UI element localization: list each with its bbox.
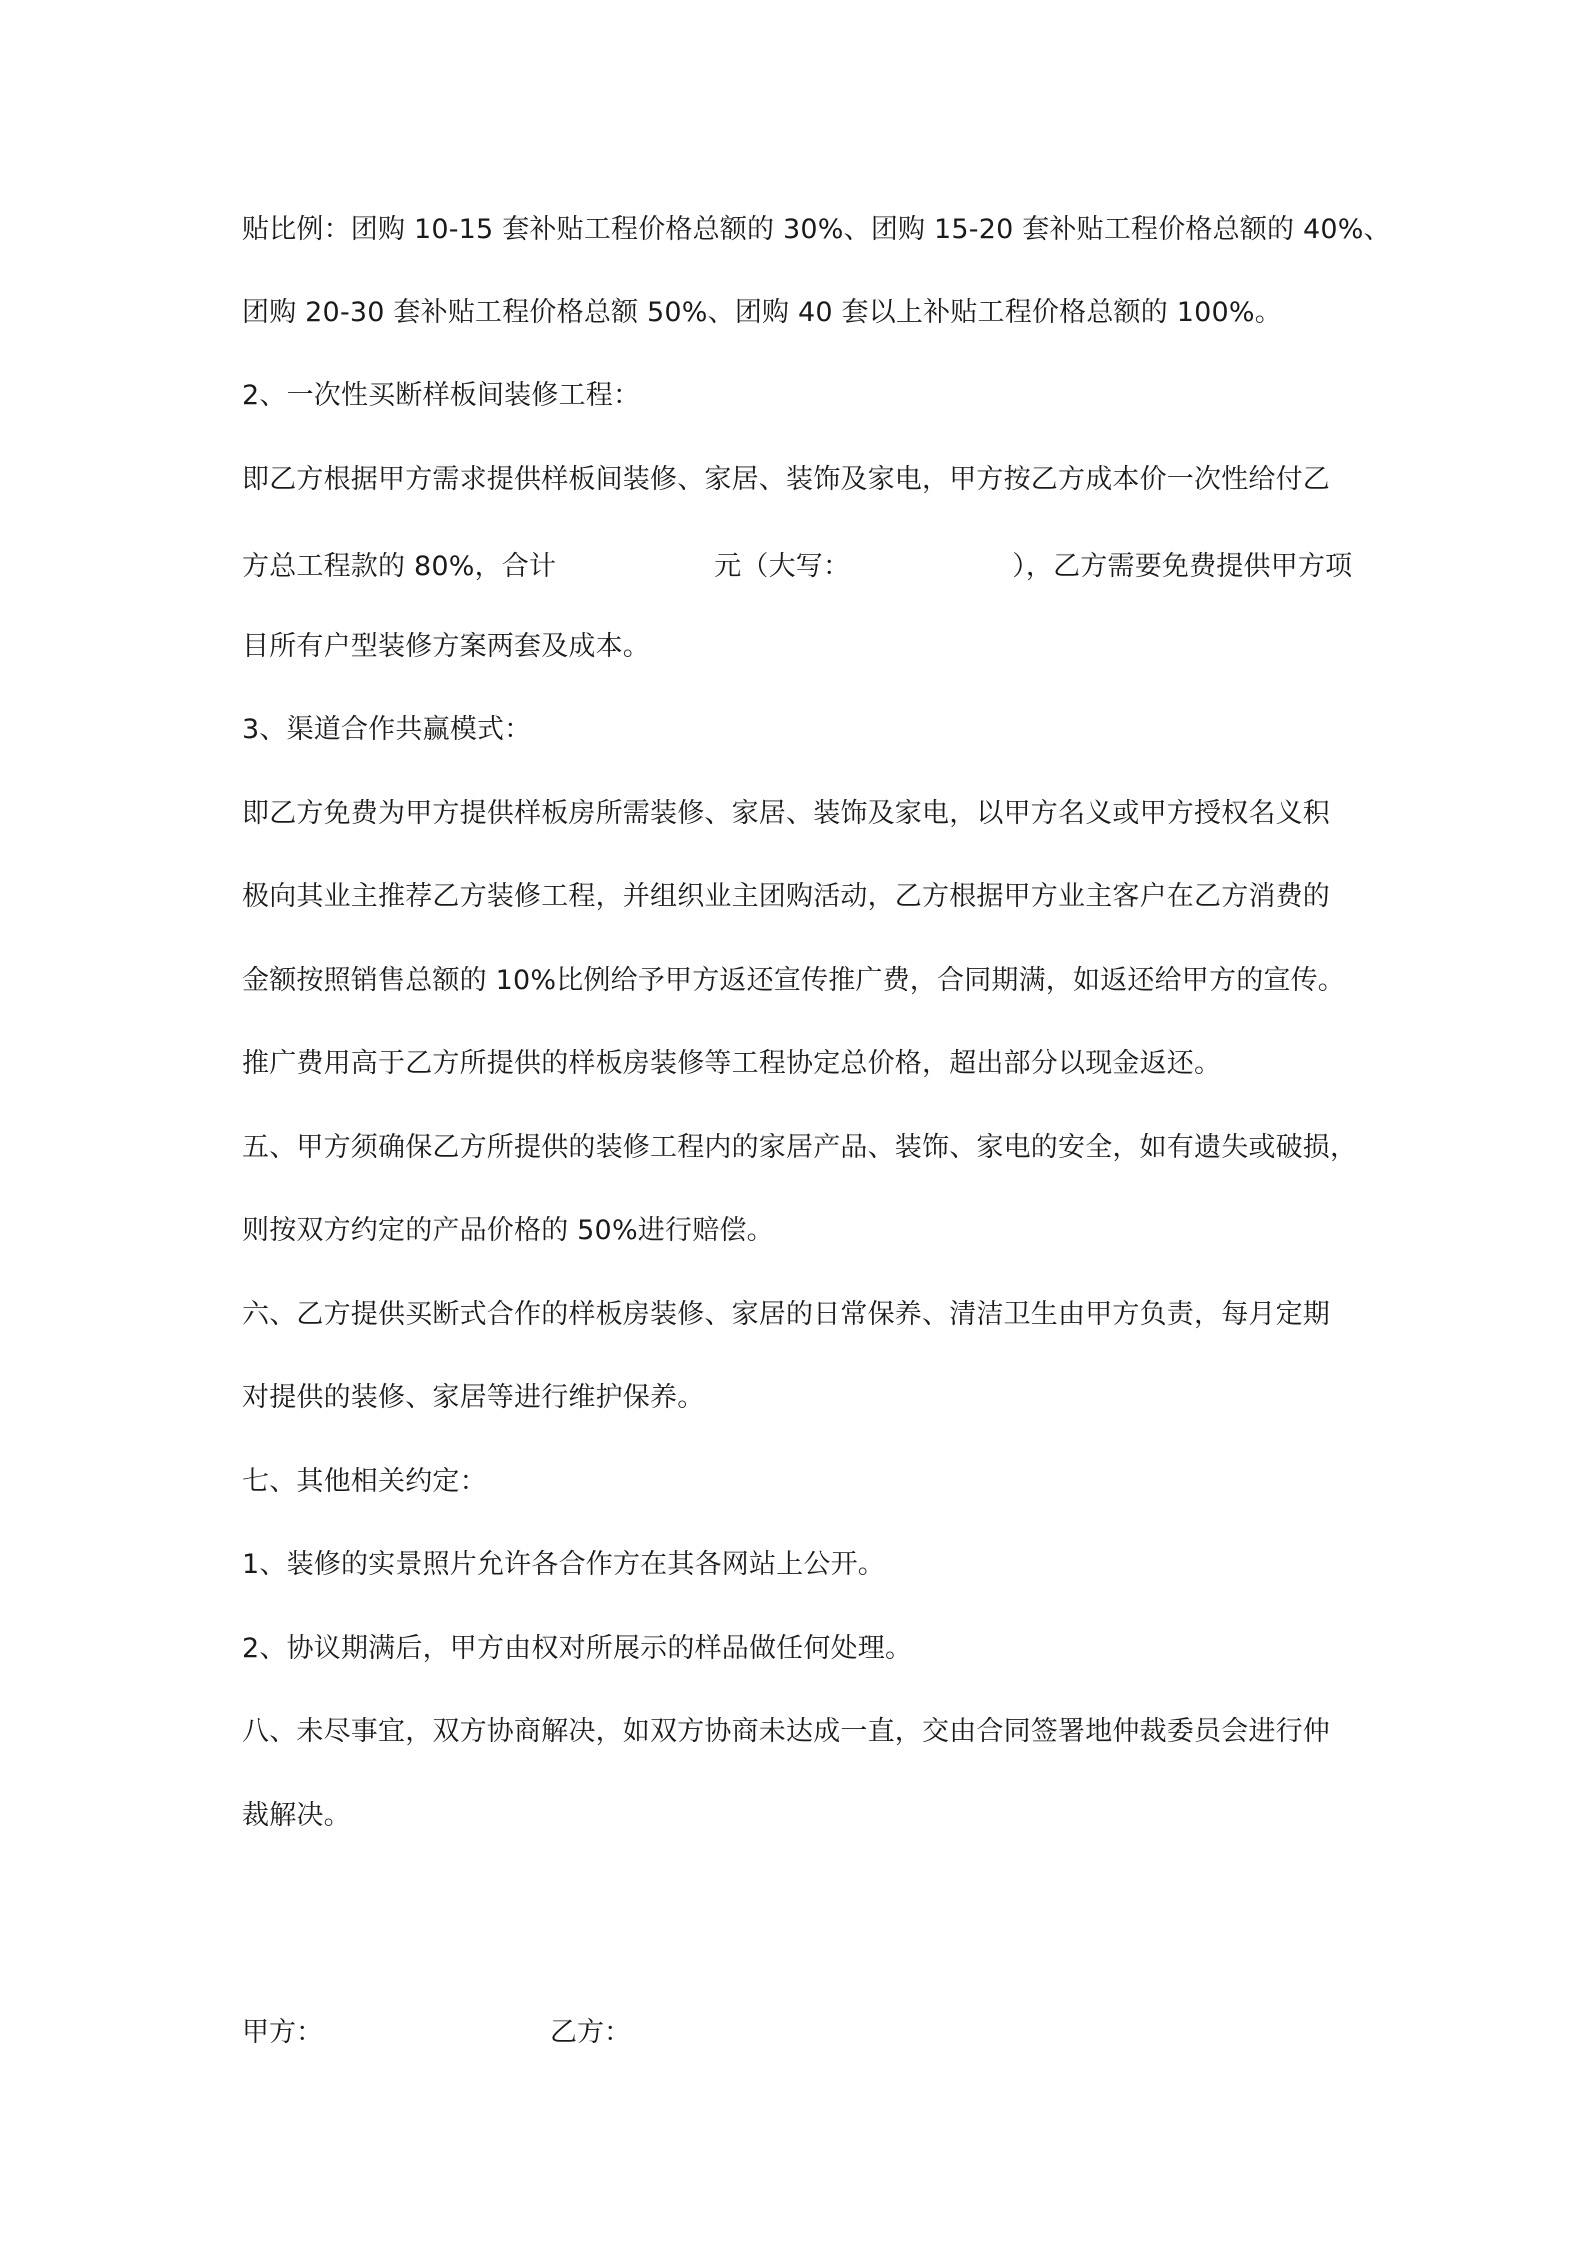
list-item: 2、协议期满后，甲方由权对所展示的样品做任何处理。 (242, 1633, 913, 1664)
payment-text-middle: 元（大写： (714, 551, 851, 582)
payment-text-start: 方总工程款的 80%，合计 (242, 551, 557, 582)
paragraph-line: 极向其业主推荐乙方装修工程，并组织业主团购活动，乙方根据甲方业主客户在乙方消费的 (242, 881, 1330, 912)
payment-text-end: ），乙方需要免费提供甲方项 (1012, 551, 1353, 582)
section-heading: 3、渠道合作共赢模式： (242, 714, 532, 745)
paragraph-line: 即乙方根据甲方需求提供样板间装修、家居、装饰及家电，甲方按乙方成本价一次性给付乙 (242, 464, 1330, 495)
paragraph-line: 裁解决。 (242, 1800, 351, 1831)
party-a-signature-label: 甲方： (242, 2017, 323, 2048)
clause-six: 六、乙方提供买断式合作的样板房装修、家居的日常保养、清洁卫生由甲方负责，每月定期 (242, 1299, 1330, 1330)
list-item: 1、装修的实景照片允许各合作方在其各网站上公开。 (242, 1549, 885, 1580)
clause-seven-heading: 七、其他相关约定： (242, 1466, 487, 1497)
section-heading: 2、一次性买断样板间装修工程： (242, 380, 641, 411)
party-b-signature-label: 乙方： (550, 2017, 631, 2048)
paragraph-line: 团购 20-30 套补贴工程价格总额 50%、团购 40 套以上补贴工程价格总额的 100%。 (242, 297, 1282, 328)
paragraph-line: 即乙方免费为甲方提供样板房所需装修、家居、装饰及家电，以甲方名义或甲方授权名义积 (242, 798, 1330, 829)
payment-line (242, 550, 1352, 584)
paragraph-line: 推广费用高于乙方所提供的样板房装修等工程协定总价格，超出部分以现金返还。 (242, 1048, 1222, 1079)
paragraph-line: 则按双方约定的产品价格的 50%进行赔偿。 (242, 1215, 774, 1246)
clause-five: 五、甲方须确保乙方所提供的装修工程内的家居产品、装饰、家电的安全，如有遗失或破损， (242, 1132, 1358, 1163)
clause-eight: 八、未尽事宜，双方协商解决，如双方协商未达成一直，交由合同签署地仲裁委员会进行仲 (242, 1716, 1330, 1747)
paragraph-line: 贴比例：团购 10-15 套补贴工程价格总额的 30%、团购 15-20 套补贴工程价格总额的 40%、 (242, 214, 1391, 245)
paragraph-line: 金额按照销售总额的 10%比例给予甲方返还宣传推广费，合同期满，如返还给甲方的宣传。 (242, 965, 1345, 996)
paragraph-line: 对提供的装修、家居等进行维护保养。 (242, 1382, 705, 1413)
paragraph-line: 目所有户型装修方案两套及成本。 (242, 631, 650, 662)
